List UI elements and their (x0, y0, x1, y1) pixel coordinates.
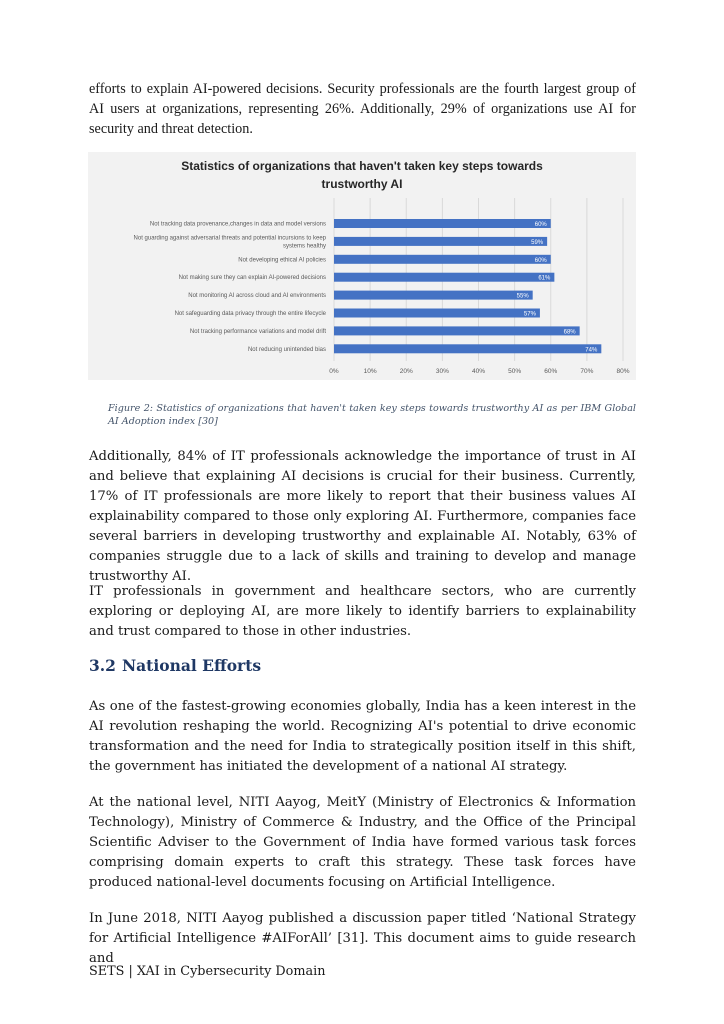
chart-bar (334, 255, 551, 264)
chart-category-label: Not developing ethical AI policies (238, 257, 326, 264)
chart-x-tick-label: 20% (399, 368, 413, 375)
section-title: National Efforts (121, 656, 262, 675)
chart-title-line: Statistics of organizations that haven't taken key steps towards (181, 159, 543, 173)
chart-x-tick-label: 70% (580, 368, 594, 375)
chart-x-tick-label: 30% (435, 368, 449, 375)
chart-category-label: Not tracking performance variations and model drift (189, 328, 326, 335)
chart-x-tick-label: 50% (508, 368, 522, 375)
chart-title-line: trustworthy AI (321, 177, 403, 191)
chart-data-label: 60% (534, 222, 547, 228)
chart-bar (334, 291, 533, 300)
paragraph-niti-aayog: In June 2018, NITI Aayog published a discussion paper titled ‘National Strategy for Artificial Intelligence #AIForAll’ [31]. This document aims to guide research and (89, 911, 636, 966)
chart-bar (334, 273, 554, 282)
bar-chart-svg (88, 152, 636, 380)
chart-x-tick-label: 40% (471, 368, 486, 375)
chart-bar (334, 309, 540, 318)
chart-x-tick-label: 60% (544, 368, 558, 375)
chart-category-label: Not safeguarding data privacy through the entire lifecycle (174, 311, 326, 317)
chart-category-label: Not reducing unintended bias (247, 346, 326, 353)
paragraph-india: As one of the fastest-growing economies globally, India has a keen interest in the AI revolution reshaping the world. Recognizing AI's potential to drive economic transformation and the need for India to strategically position itself in this shift, the government has initiated the development of a national AI strategy. (89, 699, 636, 774)
chart-category-label: Not guarding against adversarial threats and potential incursions to keep (133, 235, 326, 242)
bar-chart (88, 152, 636, 380)
chart-x-tick-label: 10% (363, 368, 377, 375)
figure-caption: Figure 2: Statistics of organizations that haven't taken key steps towards trustworthy AI as per IBM Global AI Adoption index [30] (108, 403, 636, 427)
chart-data-label: 59% (531, 239, 544, 246)
chart-bar (334, 326, 580, 335)
chart-category-label: systems healthy (282, 243, 326, 250)
chart-category-label: Not tracking data provenance,changes in data and model versions (149, 221, 326, 228)
chart-bar (334, 219, 551, 228)
chart-data-label: 57% (523, 311, 536, 318)
chart-data-label: 55% (516, 293, 529, 300)
chart-data-label: 61% (538, 275, 551, 282)
chart-x-tick-label: 0% (329, 368, 339, 375)
chart-data-label: 60% (534, 257, 547, 264)
chart-category-label: Not monitoring AI across cloud and AI environments (188, 293, 326, 300)
chart-bar (334, 237, 547, 246)
chart-bar (334, 344, 601, 353)
chart-data-label: 74% (585, 347, 598, 354)
intro-paragraph: efforts to explain AI-powered decisions. Security professionals are the fourth largest group of AI users at organizations, representing 26%. Additionally, 29% of organizations use AI for security and threat detection. (89, 81, 636, 137)
section-heading (89, 656, 267, 675)
paragraph-sectors: IT professionals in government and healthcare sectors, who are currently exploring or deploying AI, are more likely to identify barriers to explainability and trust compared to those in other industries. (89, 584, 636, 639)
page-footer: SETS | XAI in Cybersecurity Domain (89, 964, 326, 979)
paragraph-trust: Additionally, 84% of IT professionals acknowledge the importance of trust in AI and believe that explaining AI decisions is crucial for their business. Currently, 17% of IT professionals are more likely to report that their business values AI explainability compared to those only exploring AI. Furthermore, companies face several barriers in developing trustworthy and explainable AI. Notably, 63% of companies struggle due to a lack of skills and training to develop and manage trustworthy AI. (89, 449, 636, 584)
chart-x-tick-label: 80% (616, 368, 630, 375)
paragraph-national-level: At the national level, NITI Aayog, MeitY (Ministry of Electronics & Information Technology), Ministry of Commerce & Industry, and the Office of the Principal Scientific Adviser to the Government of India have formed various task forces comprising domain experts to craft this strategy. These task forces have produced national-level documents focusing on Artificial Intelligence. (89, 795, 636, 890)
chart-data-label: 68% (563, 329, 576, 336)
section-number: 3.2 (89, 656, 116, 675)
chart-category-label: Not making sure they can explain AI-powered decisions (178, 275, 326, 282)
